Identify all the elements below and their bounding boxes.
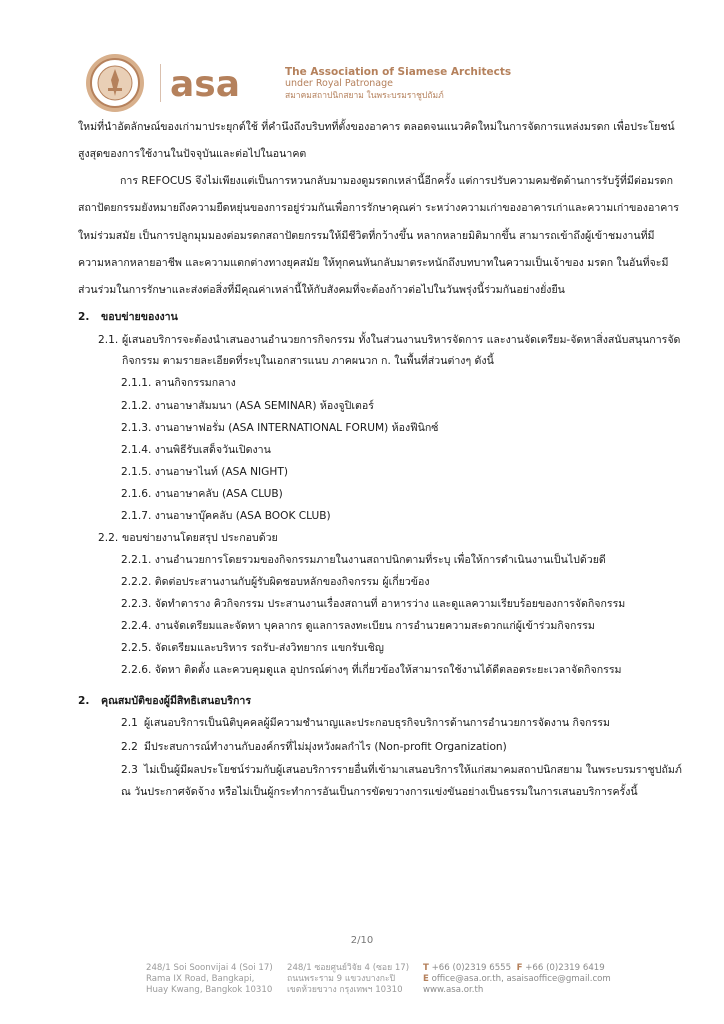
list-item: 2.2.1. งานอำนวยการโดยรวมของกิจกรรมภายในงานสถาปนิกตามที่ระบุ เพื่อให้การดำเนินงานเป็นไปด้วยดี [121,554,606,566]
phone-label: T [423,963,429,973]
list-item: 2.2.4. งานจัดเตรียมและจัดหา บุคลากร ดูแลการลงทะเบียน การอำนวยความสะดวกแก่ผู้เข้าร่วมกิจกรรม [121,620,595,632]
paragraph-line: การ REFOCUS จึงไม่เพียงแต่เป็นการหวนกลับมามองดูมรดกเหล่านี้อีกครั้ง แต่การปรับความคมชัดด้านการรับรู้ที่มีต่อมรดก [120,175,674,187]
footer-line: Huay Kwang, Bangkok 10310 [146,985,273,995]
section-title: คุณสมบัติของผู้มีสิทธิเสนอบริการ [101,695,252,707]
section-title: ขอบข่ายของงาน [101,311,178,323]
list-item: 2.1.6. งานอาษาคลับ (ASA CLUB) [121,488,283,500]
asa-logo [160,62,270,104]
list-item: 2.1.5. งานอาษาไนท์ (ASA NIGHT) [121,466,288,478]
footer-line: 248/1 Soi Soonvijai 4 (Soi 17) [146,963,273,973]
footer-website[interactable]: www.asa.or.th [423,985,484,995]
asa-logo-text: asa [170,64,241,104]
item-text: มีประสบการณ์ทำงานกับองค์กรที่ไม่มุ่งหวังผลกำไร (Non-profit Organization) [144,741,507,753]
email-label: E [423,974,429,984]
list-item: 2.2.5. จัดเตรียมและบริหาร รถรับ-ส่งวิทยากร แขกรับเชิญ [121,642,384,654]
list-item: 2.1.7. งานอาษาบุ๊คคลับ (ASA BOOK CLUB) [121,510,331,522]
section-number: 2. [78,695,90,707]
list-item: 2.2.6. จัดหา ติดตั้ง และควบคุมดูแล อุปกรณ์ต่างๆ ที่เกี่ยวข้องให้สามารถใช้งานได้ดีตลอดระยะเวลาจัดกิจกรรม [121,664,622,676]
item-number: 2.2 [121,741,138,753]
footer-line: Rama IX Road, Bangkapi, [146,974,255,984]
item-text: ณ วันประกาศจัดจ้าง หรือไม่เป็นผู้กระทำการอันเป็นการขัดขวางการแข่งขันอย่างเป็นธรรมในการเสนอบริการครั้งนี้ [121,786,638,798]
item-text: ไม่เป็นผู้มีผลประโยชน์ร่วมกับผู้เสนอบริการรายอื่นที่เข้ามาเสนอบริการให้แก่สมาคมสถาปนิกสยาม ในพระบรมราชูปถัมภ์ [144,764,682,776]
fax-number: +66 (0)2319 6419 [525,963,605,973]
list-item: 2.2.2. ติดต่อประสานงานกับผู้รับผิดชอบหลักของกิจกรรม ผู้เกี่ยวข้อง [121,576,430,588]
footer-email-line [423,974,611,985]
association-seal-icon [84,52,146,114]
footer-line: 248/1 ซอยศูนย์วิจัย 4 (ซอย 17) [287,963,410,973]
org-name-en: The Association of Siamese Architects [285,66,512,78]
org-name-th: สมาคมสถาปนิกสยาม ในพระบรมราชูปถัมภ์ [285,91,444,101]
item-number: 2.3 [121,764,138,776]
footer-line: เขตห้วยขวาง กรุงเทพฯ 10310 [287,985,403,995]
list-item: 2.2.3. จัดทำตาราง คิวกิจกรรม ประสานงานเรื่องสถานที่ อาหารว่าง และดูแลความเรียบร้อยของการจัดกิจกรรม [121,598,626,610]
list-item: 2.1.3. งานอาษาฟอรั่ม (ASA INTERNATIONAL FORUM) ห้องฟีนิกซ์ [121,422,439,434]
section-number: 2. [78,311,90,323]
paragraph-line: สถาปัตยกรรมยังหมายถึงความยืดหยุ่นของการอยู่ร่วมกันเพื่อการรักษาคุณค่า ระหว่างความเก่าของอาคารเก่าและความเก่าของอาคาร [78,202,679,214]
paragraph-line: ใหม่ร่วมสมัย เป็นการปลูกมุมมองต่อมรดกสถาปัตยกรรมให้มีชีวิตที่กว้างขึ้น หลากหลายมิติมากขึ้น สามารถเข้าถึงผู้เข้าชมงานที่มี [78,230,655,242]
page-number: 2/10 [350,935,374,946]
fax-label: F [516,963,523,973]
footer-line: ถนนพระราม 9 แขวงบางกะปิ [287,974,396,984]
item-text: กิจกรรม ตามรายละเอียดที่ระบุในเอกสารแนบ ภาคผนวก ก. ในพื้นที่ส่วนต่างๆ ดังนี้ [122,355,494,367]
letterhead [84,52,512,116]
item-text: ขอบข่ายงานโดยสรุป ประกอบด้วย [122,532,278,544]
association-name-block [285,66,511,102]
item-number: 2.1 [121,717,138,729]
footer-contact [423,963,611,996]
email-address: office@asa.or.th, asaisaoffice@gmail.com [431,974,611,984]
item-number: 2.1. [98,334,119,346]
paragraph-line: สูงสุดของการใช้งานในปัจจุบันและต่อไปในอนาคต [78,148,307,160]
item-number: 2.2. [98,532,119,544]
patronage-en: under Royal Patronage [285,78,394,89]
paragraph-line: ความหลากหลายอาชีพ และความแตกต่างทางยุคสมัย ให้ทุกคนหันกลับมาตระหนักถึงบทบาทในความเป็นเจ้าของ มรดก ในอันที่จะมี [78,257,669,269]
footer-address-th [287,963,409,996]
phone-number: +66 (0)2319 6555 [431,963,512,973]
footer-phone-line [423,963,611,974]
footer-address-en [146,963,273,996]
list-item: 2.1.1. ลานกิจกรรมกลาง [121,377,236,389]
item-text: ผู้เสนอบริการเป็นนิติบุคคลผู้มีความชำนาญและประกอบธุรกิจบริการด้านการอำนวยการจัดงาน กิจกรรม [144,717,610,729]
item-text: ผู้เสนอบริการจะต้องนำเสนองานอำนวยการกิจกรรม ทั้งในส่วนงานบริหารจัดการ และงานจัดเตรียม-จัดหาสิ่งสนับสนุนการจัด [122,334,681,346]
paragraph-line: ส่วนร่วมในการรักษาและส่งต่อสิ่งที่มีคุณค่าเหล่านี้ให้กับสังคมที่จะต้องก้าวต่อไปในวันพรุ่งนี้ร่วมกันอย่างยั่งยืน [78,284,565,296]
paragraph-line: ใหม่ที่นำอัตลักษณ์ของเก่ามาประยุกต์ใช้ ที่คำนึงถึงบริบทที่ตั้งของอาคาร ตลอดจนแนวคิดใหม่ในการจัดการแหล่งมรดก เพื่อประโยชน์ [78,121,675,133]
list-item: 2.1.2. งานอาษาสัมมนา (ASA SEMINAR) ห้องจูปิเตอร์ [121,400,374,412]
list-item: 2.1.4. งานพิธีรับเสด็จวันเปิดงาน [121,444,271,456]
